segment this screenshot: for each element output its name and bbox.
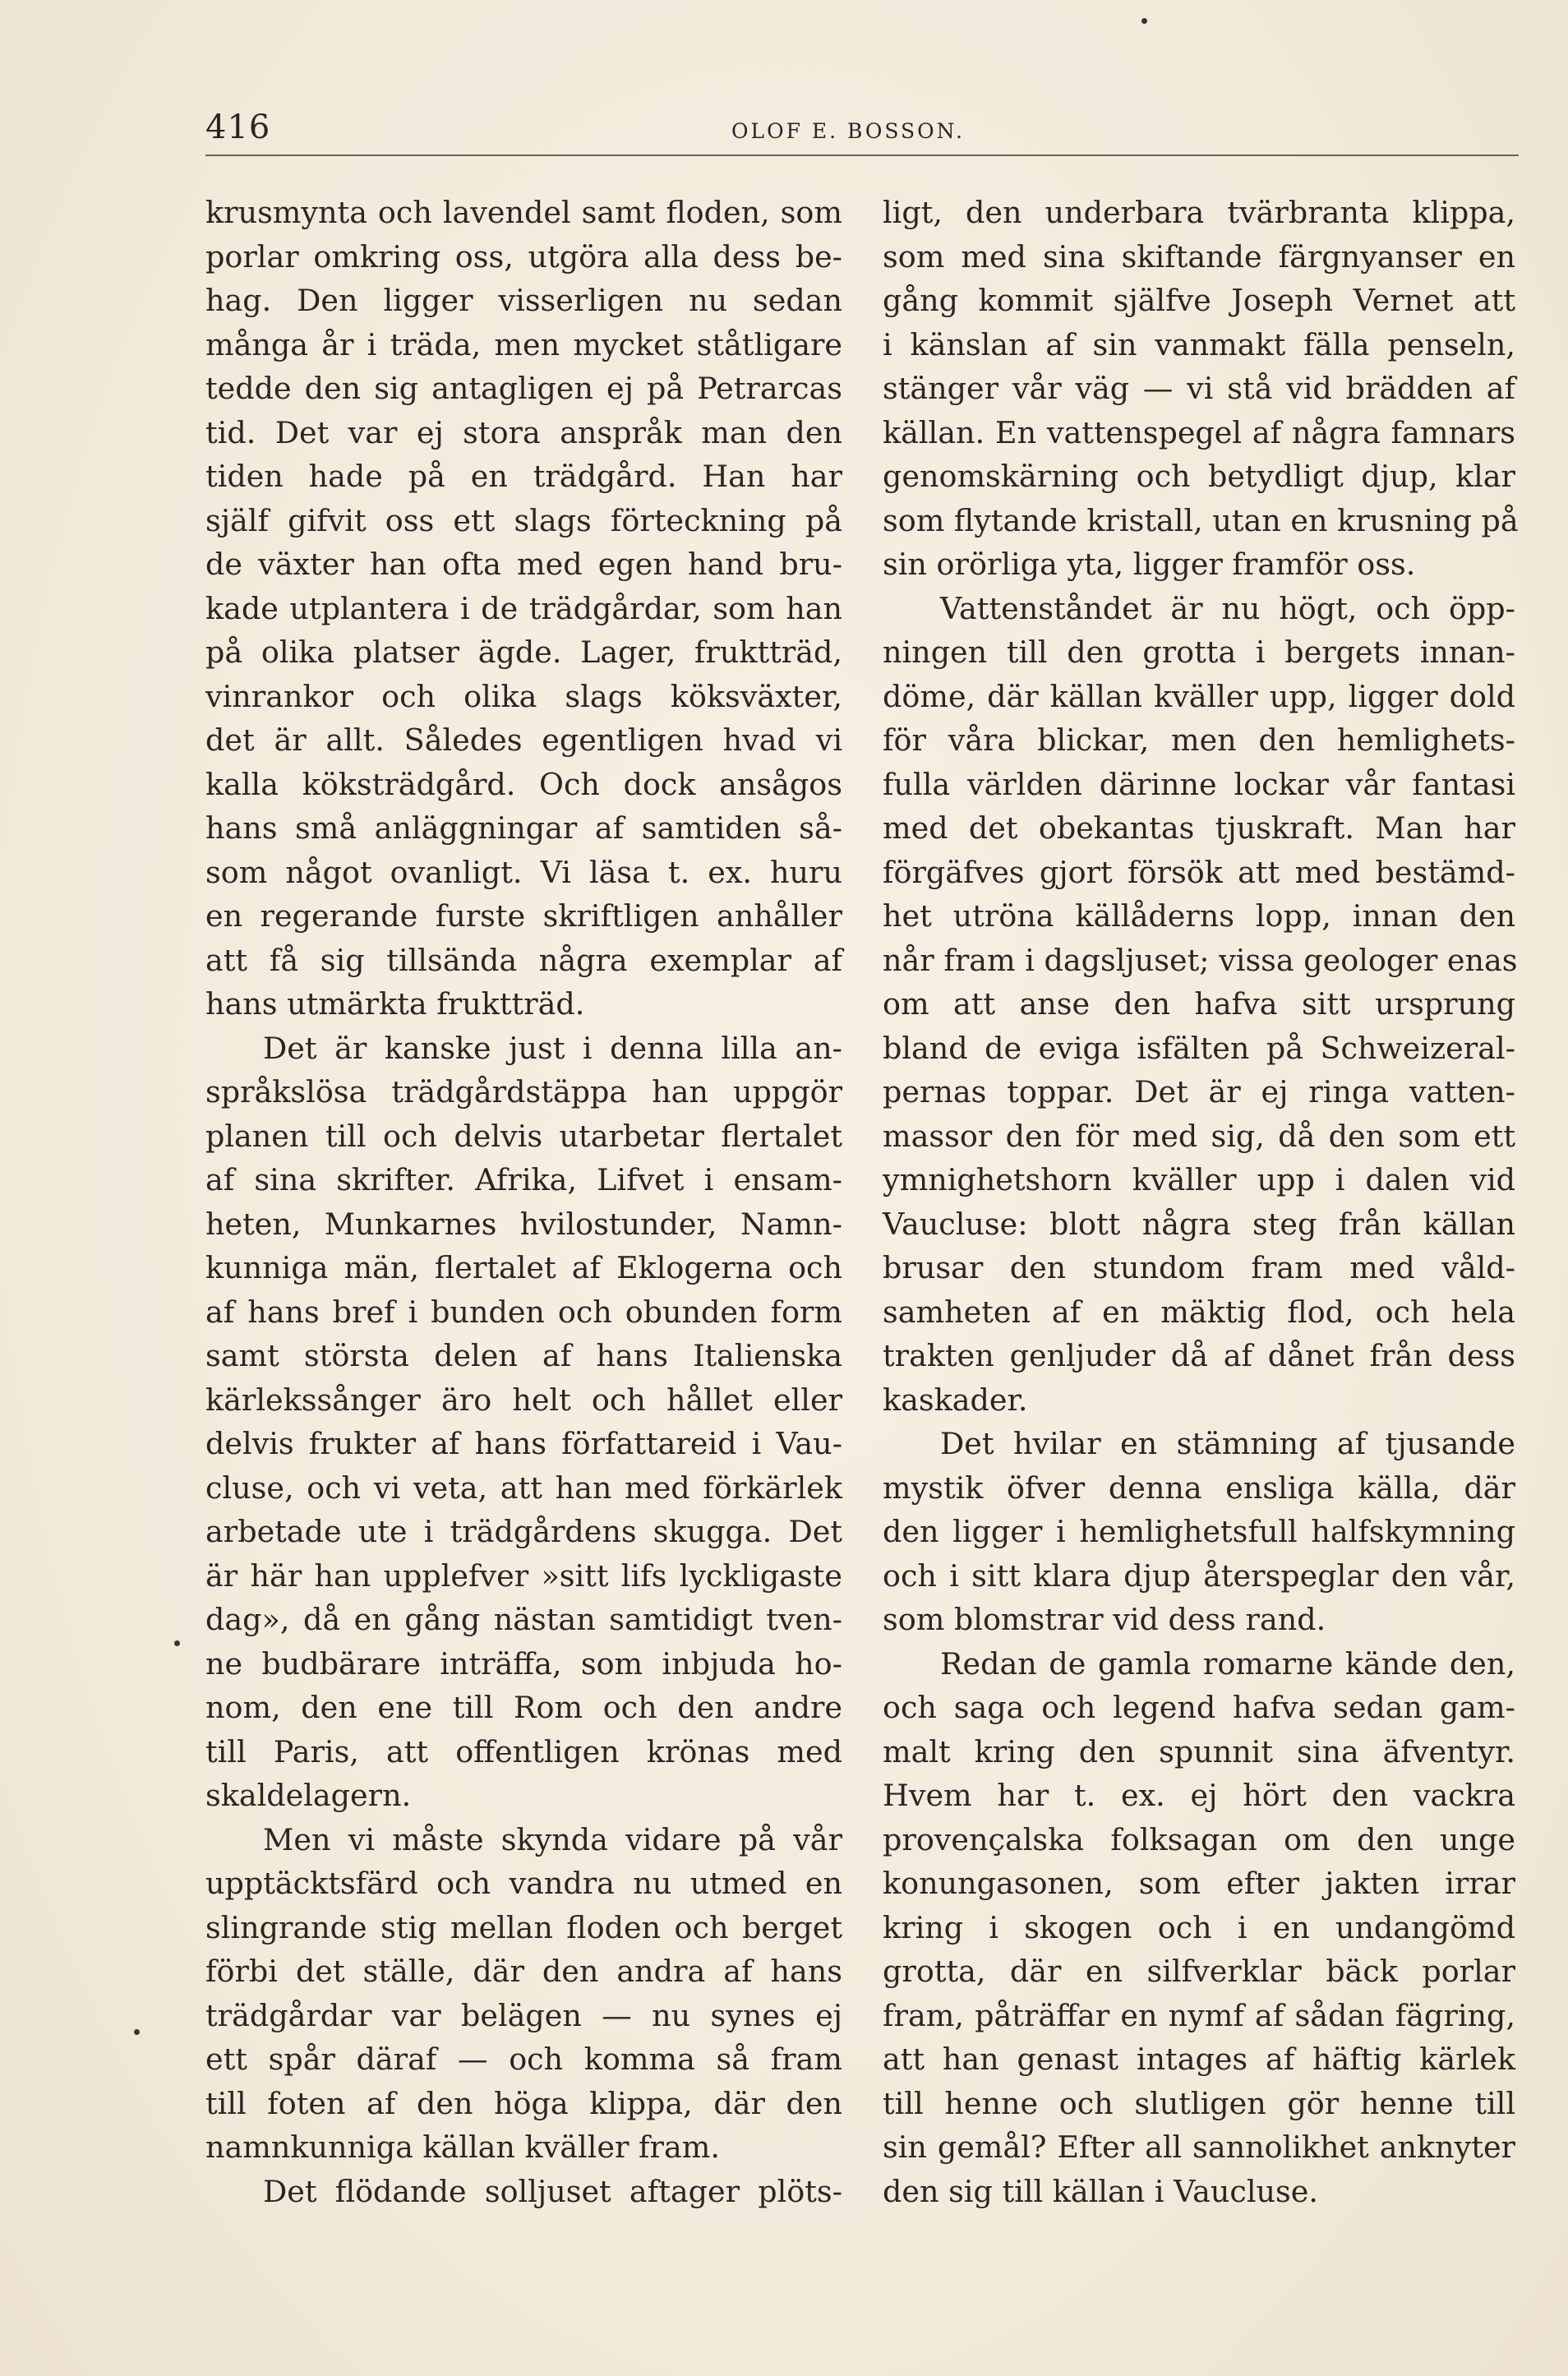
- text-line: fulla världen därinne lockar vår fantasi: [883, 766, 1515, 802]
- text-line: Vattenståndet är nu högt, och öpp-: [940, 590, 1515, 626]
- text-line: mystik öfver denna ensliga källa, där: [883, 1469, 1515, 1506]
- text-line: ningen till den grotta i bergets innan-: [883, 634, 1515, 670]
- text-line: ymnighetshorn kväller upp i dalen vid: [883, 1162, 1515, 1197]
- text-line: delvis frukter af hans författareid i Vau-: [205, 1426, 842, 1461]
- text-line: kärlekssånger äro helt och hållet eller: [205, 1382, 842, 1418]
- text-line: språkslösa trädgårdstäppa han uppgör: [205, 1074, 842, 1110]
- text-line: dag», då en gång nästan samtidigt tven-: [205, 1602, 842, 1637]
- text-line: kade utplantera i de trädgårdar, som han: [205, 590, 842, 626]
- text-line: malt kring den spunnit sina äfventyr.: [883, 1733, 1515, 1769]
- text-line: som något ovanligt. Vi läsa t. ex. huru: [205, 854, 842, 890]
- text-line: cluse, och vi veta, att han med förkärlek: [205, 1469, 842, 1506]
- right-text-column: [883, 191, 1519, 2213]
- text-line: en regerande furste skriftligen anhåller: [205, 898, 842, 934]
- text-line: som blomstrar vid dess rand.: [883, 1602, 1326, 1637]
- text-line: att få sig tillsända några exemplar af: [205, 942, 842, 978]
- text-line: het utröna källåderns lopp, innan den: [883, 898, 1515, 934]
- text-line: upptäcktsfärd och vandra nu utmed en: [205, 1866, 842, 1901]
- text-line: provençalska folksagan om den unge: [883, 1821, 1515, 1857]
- text-line: tedde den sig antagligen ej på Petrarcas: [205, 371, 842, 406]
- print-speck: [1141, 18, 1147, 24]
- text-line: kalla köksträdgård. Och dock ansågos: [205, 766, 842, 802]
- text-line: hans små anläggningar af samtiden så-: [205, 810, 842, 846]
- text-line: af sina skrifter. Afrika, Lifvet i ensam-: [205, 1162, 842, 1197]
- text-line: hans utmärkta fruktträd.: [205, 986, 585, 1022]
- text-line: bland de eviga isfälten på Schweizeral-: [883, 1030, 1515, 1066]
- text-line: af hans bref i bunden och obunden form: [205, 1294, 842, 1330]
- text-line: genomskärning och betydligt djup, klar: [883, 459, 1515, 494]
- text-line: porlar omkring oss, utgöra alla dess be-: [205, 238, 842, 275]
- text-line: slingrande stig mellan floden och berget: [205, 1909, 842, 1945]
- text-line: sin orörliga yta, ligger framför oss.: [883, 547, 1416, 582]
- text-line: krusmynta och lavendel samt floden, som: [205, 195, 842, 230]
- text-line: pernas toppar. Det är ej ringa vatten-: [883, 1074, 1515, 1110]
- text-line: till foten af den höga klippa, där den: [205, 2085, 842, 2121]
- text-line: döme, där källan kväller upp, ligger dold: [883, 678, 1515, 714]
- text-line: på olika platser ägde. Lager, fruktträd,: [205, 634, 842, 670]
- text-line: massor den för med sig, då den som ett: [883, 1118, 1515, 1154]
- text-line: Hvem har t. ex. ej hört den vackra: [883, 1778, 1515, 1813]
- text-line: kunniga män, flertalet af Eklogerna och: [205, 1250, 842, 1285]
- text-line: namnkunniga källan kväller fram.: [205, 2129, 720, 2165]
- text-line: tid. Det var ej stora anspråk man den: [205, 414, 842, 450]
- text-line: skaldelagern.: [205, 1778, 412, 1813]
- text-line: arbetade ute i trädgårdens skugga. Det: [205, 1514, 842, 1549]
- text-line: källan. En vattenspegel af några famnars: [883, 414, 1515, 450]
- text-line: kaskader.: [883, 1382, 1028, 1418]
- text-line: heten, Munkarnes hvilostunder, Namn-: [205, 1206, 842, 1242]
- text-line: de växter han ofta med egen hand bru-: [205, 547, 842, 582]
- text-line: och saga och legend hafva sedan gam-: [883, 1690, 1515, 1725]
- text-line: förbi det ställe, där den andra af hans: [205, 1954, 842, 1989]
- text-line: hag. Den ligger visserligen nu sedan: [205, 283, 842, 318]
- text-line: till henne och slutligen gör henne till: [883, 2085, 1515, 2121]
- text-line: ligt, den underbara tvärbranta klippa,: [883, 195, 1515, 230]
- text-line: samt största delen af hans Italienska: [205, 1338, 842, 1373]
- running-head: OLOF E. BOSSON.: [731, 119, 965, 143]
- text-line: och i sitt klara djup återspeglar den vår,: [883, 1557, 1515, 1594]
- text-line: når fram i dagsljuset; vissa geologer enas: [883, 942, 1518, 978]
- text-line: det är allt. Således egentligen hvad vi: [205, 722, 842, 758]
- text-line: är här han upplefver »sitt lifs lyckligaste: [205, 1557, 842, 1594]
- text-line: Det flödande solljuset aftager plöts-: [263, 2173, 842, 2209]
- text-line: trakten genljuder då af dånet från dess: [883, 1338, 1515, 1373]
- text-line: ett spår däraf — och komma så fram: [205, 2042, 842, 2077]
- text-line: Redan de gamla romarne kände den,: [940, 1645, 1515, 1682]
- text-line: Det hvilar en stämning af tjusande: [940, 1426, 1515, 1461]
- text-line: att han genast intages af häftig kärlek: [883, 2042, 1515, 2077]
- text-line: ne budbärare inträffa, som inbjuda ho-: [205, 1645, 842, 1682]
- text-line: gång kommit själfve Joseph Vernet att: [883, 283, 1515, 318]
- header-rule: [205, 155, 1519, 156]
- text-line: om att anse den hafva sitt ursprung: [883, 986, 1515, 1022]
- margin-mark: [134, 2029, 140, 2035]
- text-line: själf gifvit oss ett slags förteckning på: [205, 502, 842, 538]
- text-line: stänger vår väg — vi stå vid brädden af: [883, 371, 1515, 406]
- text-line: Det är kanske just i denna lilla an-: [263, 1030, 842, 1066]
- text-line: Men vi måste skynda vidare på vår: [263, 1821, 842, 1857]
- text-line: som flytande kristall, utan en krusning på: [883, 502, 1519, 538]
- text-line: trädgårdar var belägen — nu synes ej: [205, 1997, 842, 2033]
- text-line: grotta, där en silfverklar bäck porlar: [883, 1954, 1515, 1989]
- text-line: förgäfves gjort försök att med bestämd-: [883, 854, 1515, 890]
- text-line: konungasonen, som efter jakten irrar: [883, 1866, 1515, 1901]
- text-line: tiden hade på en trädgård. Han har: [205, 459, 842, 494]
- margin-mark: [174, 1640, 180, 1646]
- text-line: med det obekantas tjuskraft. Man har: [883, 810, 1515, 846]
- text-line: kring i skogen och i en undangömd: [883, 1909, 1515, 1945]
- page-number: 416: [205, 108, 271, 146]
- left-text-column: [205, 191, 842, 2213]
- text-line: nom, den ene till Rom och den andre: [205, 1690, 842, 1725]
- text-line: fram, påträffar en nymf af sådan fägring,: [883, 1997, 1515, 2033]
- text-line: samheten af en mäktig flod, och hela: [883, 1294, 1515, 1330]
- text-line: som med sina skiftande färgnyanser en: [883, 238, 1515, 275]
- text-line: planen till och delvis utarbetar flertalet: [205, 1118, 842, 1154]
- text-line: för våra blickar, men den hemlighets-: [883, 722, 1515, 758]
- text-line: brusar den stundom fram med våld-: [883, 1250, 1515, 1285]
- text-line: vinrankor och olika slags köksväxter,: [205, 678, 842, 714]
- text-line: Vaucluse: blott några steg från källan: [883, 1206, 1515, 1242]
- text-line: många år i träda, men mycket ståtligare: [205, 326, 842, 362]
- text-line: i känslan af sin vanmakt fälla penseln,: [883, 326, 1515, 362]
- text-line: den sig till källan i Vaucluse.: [883, 2173, 1318, 2209]
- text-line: till Paris, att offentligen krönas med: [205, 1733, 842, 1769]
- text-line: sin gemål? Efter all sannolikhet anknyter: [883, 2129, 1515, 2165]
- text-line: den ligger i hemlighetsfull halfskymning: [883, 1514, 1515, 1549]
